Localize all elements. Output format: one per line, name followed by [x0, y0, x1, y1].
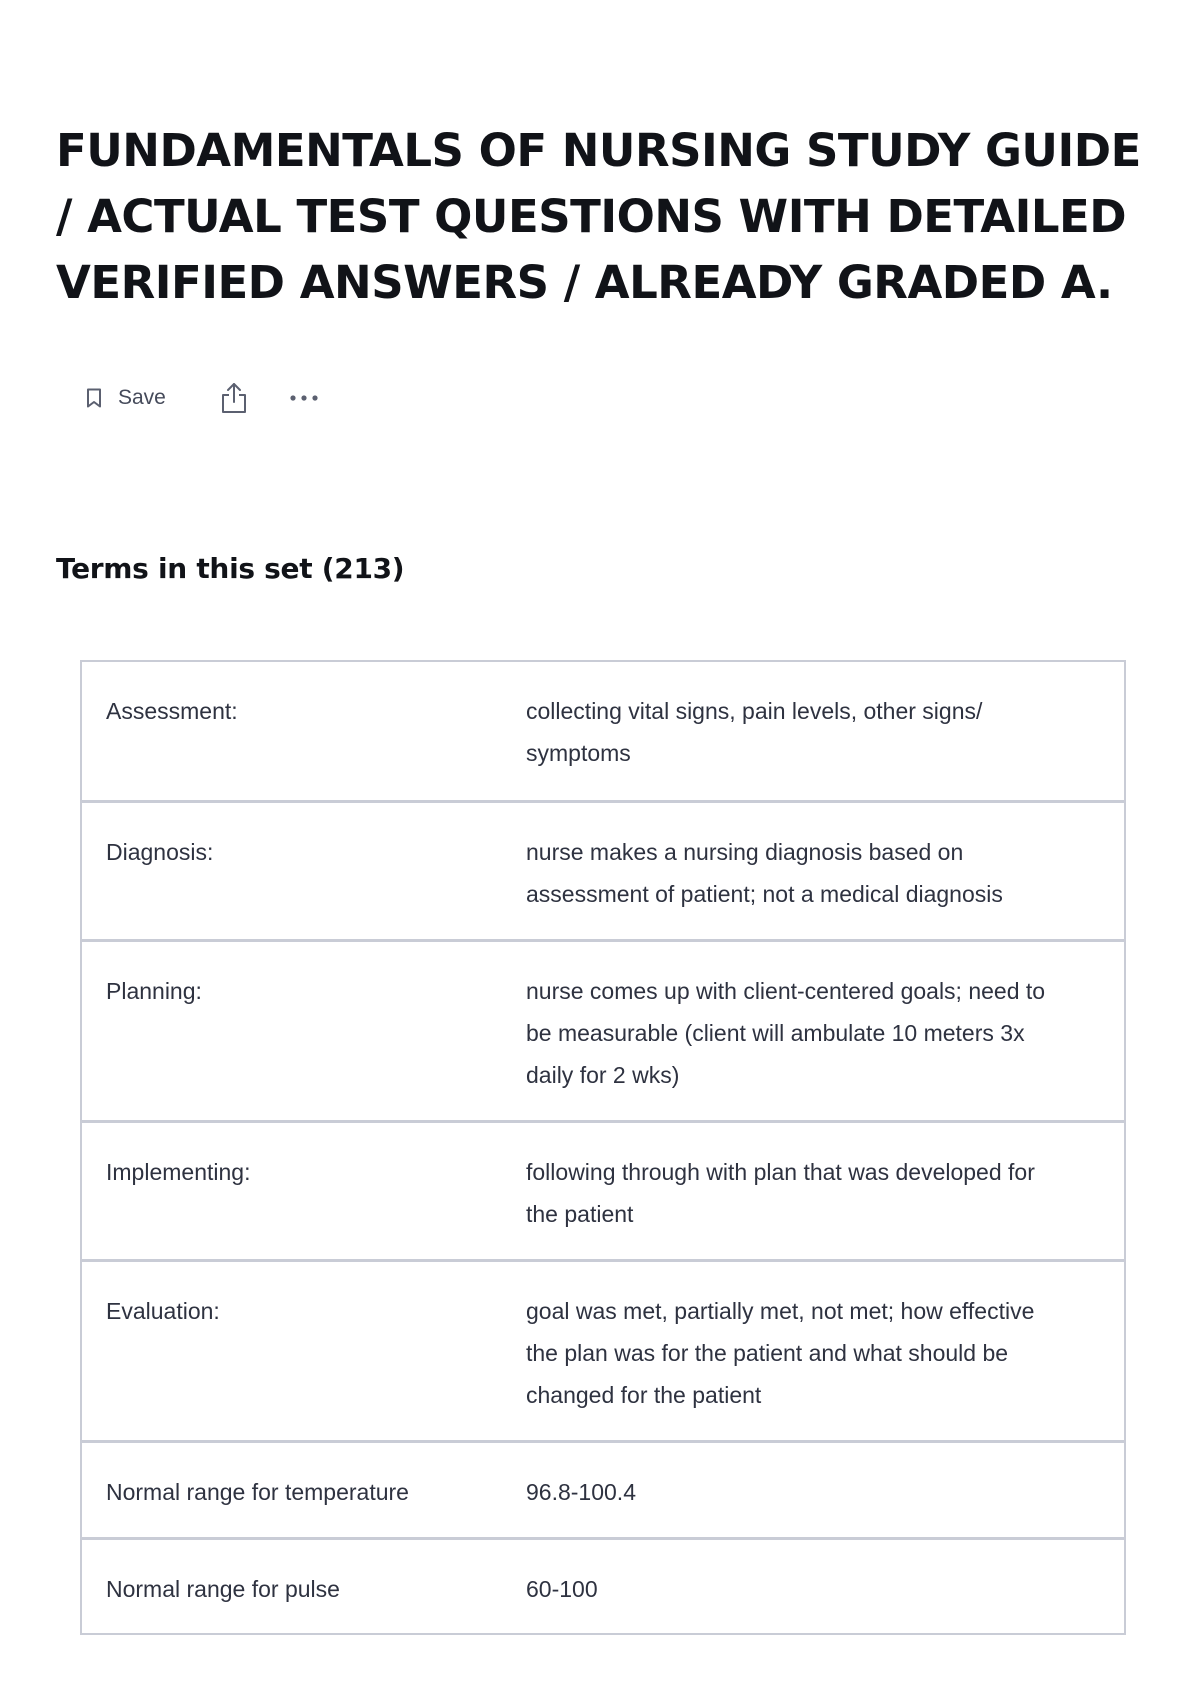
term-definition: nurse comes up with client-centered goals; need to be measurable (client will ambulate 10 meters 3x daily for 2 wks) [526, 978, 1046, 1088]
table-row[interactable] [82, 1259, 1124, 1440]
table-row[interactable] [82, 1120, 1124, 1259]
more-options-button[interactable] [276, 376, 332, 420]
table-row[interactable] [82, 1537, 1124, 1633]
bookmark-icon [86, 388, 102, 408]
term-word: Planning: [106, 978, 202, 1004]
term-definition: following through with plan that was developed for the patient [526, 1159, 1035, 1227]
term-word: Evaluation: [106, 1298, 220, 1324]
toolbar [68, 372, 332, 424]
more-horizontal-icon [289, 394, 319, 402]
term-definition: collecting vital signs, pain levels, other signs/ symptoms [526, 698, 983, 766]
share-icon [221, 382, 247, 414]
term-definition: nurse makes a nursing diagnosis based on assessment of patient; not a medical diagnosis [526, 839, 1003, 907]
term-definition: 96.8-100.4 [526, 1479, 636, 1505]
share-button[interactable] [206, 376, 262, 420]
table-row[interactable] [82, 939, 1124, 1120]
table-row[interactable] [82, 662, 1124, 800]
term-word: Implementing: [106, 1159, 251, 1185]
table-row[interactable] [82, 1440, 1124, 1537]
page-title: FUNDAMENTALS OF NURSING STUDY GUIDE / ACTUAL TEST QUESTIONS WITH DETAILED VERIFIED ANSWERS / ALREADY GRADED A. [56, 124, 1141, 309]
terms-heading: Terms in this set (213) [56, 552, 405, 585]
term-word: Diagnosis: [106, 839, 214, 865]
terms-table [80, 660, 1126, 1635]
term-definition: goal was met, partially met, not met; how effective the plan was for the patient and what should be changed for the patient [526, 1298, 1035, 1408]
save-label: Save [118, 386, 166, 409]
save-button[interactable] [68, 376, 184, 420]
table-row[interactable] [82, 800, 1124, 939]
term-word: Assessment: [106, 698, 238, 724]
term-definition: 60-100 [526, 1576, 598, 1602]
term-word: Normal range for temperature [106, 1479, 409, 1505]
term-word: Normal range for pulse [106, 1576, 340, 1602]
